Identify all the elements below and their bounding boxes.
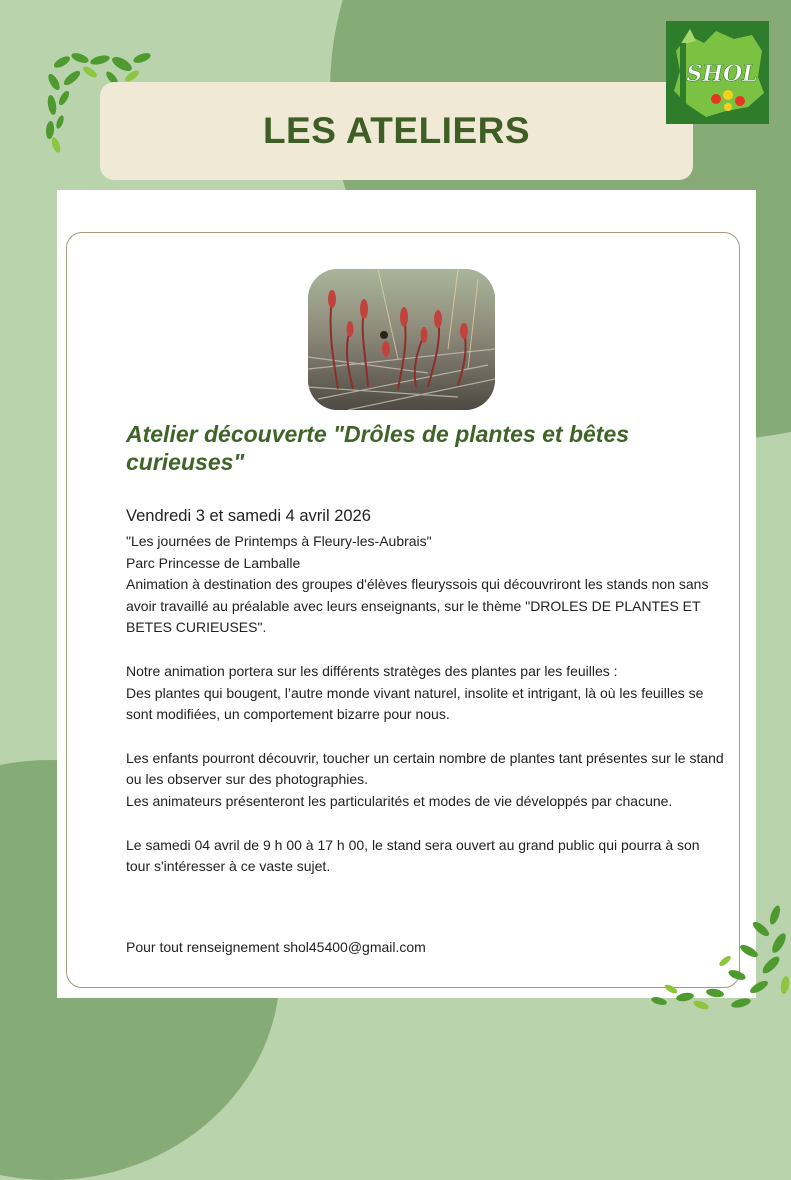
page-title: LES ATELIERS [262, 110, 531, 151]
shol-logo-icon [666, 21, 769, 124]
leaves-decoration-icon [645, 905, 791, 1015]
sundew-photo [308, 269, 495, 410]
paragraph-2-line-2: Des plantes qui bougent, l’autre monde vivant naturel, insolite et intrigant, là où les feuilles se sont modifiées, un comportement bizarre pour nous. [126, 684, 704, 723]
event-date: Vendredi 3 et samedi 4 avril 2026 [126, 507, 371, 525]
title-banner [100, 82, 693, 180]
event-intro: Animation à destination des groupes d'élèves fleuryssois qui découvriront les stands non sans avoir travaillé au préalable avec leurs enseignants, sur le thème "DROLES DE PLANTES ET BETES CURIEUSES". [126, 576, 709, 636]
paragraph-gap [126, 813, 726, 835]
shol-logo [666, 21, 769, 124]
paragraph-gap [126, 726, 726, 748]
article-body [126, 505, 726, 878]
svg-text:SHOL: SHOL [686, 61, 758, 87]
paragraph-3-line-1: Les enfants pourront découvrir, toucher un certain nombre de plantes tant présentes sur le stand ou les observer sur des photographies. [126, 749, 724, 788]
event-name: "Les journées de Printemps à Fleury-les-Aubrais" [126, 533, 432, 549]
paragraph-gap [126, 639, 726, 661]
paragraph-3-line-2: Les animateurs présenteront les particularités et modes de vie développés par chacune. [126, 792, 673, 809]
paragraph-2-line-1: Notre animation portera sur les différents stratèges des plantes par les feuilles : [126, 662, 618, 679]
atelier-heading: Atelier découverte "Drôles de plantes et bêtes curieuses" [126, 421, 630, 475]
event-place: Parc Princesse de Lamballe [126, 554, 301, 571]
contact-line: Pour tout renseignement shol45400@gmail.com [126, 939, 426, 955]
paragraph-4: Le samedi 04 avril de 9 h 00 à 17 h 00, le stand sera ouvert au grand public qui pourra à son tour s'intéresser à ce vaste sujet. [126, 836, 700, 875]
